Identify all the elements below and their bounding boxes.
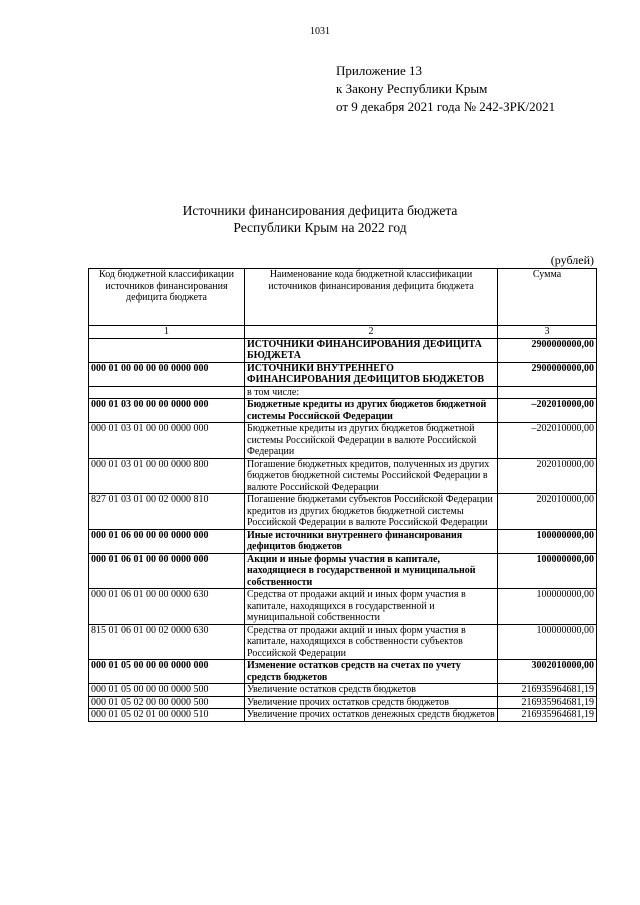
header-sum: Сумма bbox=[498, 269, 597, 326]
code-cell: 815 01 06 01 00 02 0000 630 bbox=[89, 624, 245, 660]
table-row bbox=[89, 423, 597, 459]
sum-cell: 202010000,00 bbox=[498, 494, 597, 530]
table-row bbox=[89, 494, 597, 530]
header-code: Код бюджетной классификации источников финансирования дефицита бюджета bbox=[89, 269, 245, 326]
table-row bbox=[89, 399, 597, 423]
sum-cell: 216935964681,19 bbox=[498, 684, 597, 697]
unit-label: (рублей) bbox=[550, 253, 594, 267]
table-row bbox=[89, 696, 597, 709]
column-number: 3 bbox=[498, 326, 597, 339]
sum-cell: 216935964681,19 bbox=[498, 709, 597, 722]
column-number: 1 bbox=[89, 326, 245, 339]
code-cell: 000 01 06 01 00 00 0000 000 bbox=[89, 553, 245, 589]
name-cell: ИСТОЧНИКИ ФИНАНСИРОВАНИЯ ДЕФИЦИТА БЮДЖЕТА bbox=[245, 338, 498, 362]
code-cell: 000 01 00 00 00 00 0000 000 bbox=[89, 362, 245, 386]
sum-cell: 216935964681,19 bbox=[498, 696, 597, 709]
name-cell: Увеличение остатков средств бюджетов bbox=[245, 684, 498, 697]
name-cell: Иные источники внутреннего финансирования дефицитов бюджетов bbox=[245, 529, 498, 553]
sources-table bbox=[88, 268, 597, 722]
title-line-2: Республики Крым на 2022 год bbox=[233, 220, 407, 235]
code-cell: 000 01 03 01 00 00 0000 800 bbox=[89, 458, 245, 494]
table-row bbox=[89, 660, 597, 684]
name-cell: Средства от продажи акций и иных форм участия в капитале, находящихся в собственности субъектов Российской Федерации bbox=[245, 624, 498, 660]
table-row bbox=[89, 338, 597, 362]
name-cell: Увеличение прочих остатков средств бюджетов bbox=[245, 696, 498, 709]
column-number-row bbox=[89, 326, 597, 339]
name-cell: Бюджетные кредиты из других бюджетов бюджетной системы Российской Федерации bbox=[245, 399, 498, 423]
name-cell: Изменение остатков средств на счетах по учету средств бюджетов bbox=[245, 660, 498, 684]
code-cell: 000 01 05 00 00 00 0000 000 bbox=[89, 660, 245, 684]
name-cell: в том числе: bbox=[245, 386, 498, 399]
header-name: Наименование кода бюджетной классификации источников финансирования дефицита бюджета bbox=[245, 269, 498, 326]
page-number: 1031 bbox=[310, 26, 330, 37]
name-cell: Погашение бюджетных кредитов, полученных из других бюджетов бюджетной системы Российской Федерации в валюте Российской Федерации bbox=[245, 458, 498, 494]
sum-cell: –202010000,00 bbox=[498, 423, 597, 459]
table-row bbox=[89, 624, 597, 660]
table-row bbox=[89, 553, 597, 589]
code-cell bbox=[89, 386, 245, 399]
table-header-row bbox=[89, 269, 597, 326]
table-row bbox=[89, 362, 597, 386]
appendix-line-3: от 9 декабря 2021 года № 242-ЗРК/2021 bbox=[336, 99, 556, 114]
table-row bbox=[89, 458, 597, 494]
sum-cell: 100000000,00 bbox=[498, 624, 597, 660]
name-cell: Увеличение прочих остатков денежных средств бюджетов bbox=[245, 709, 498, 722]
sum-cell: 2900000000,00 bbox=[498, 362, 597, 386]
appendix-line-1: Приложение 13 bbox=[336, 63, 423, 78]
code-cell: 000 01 06 01 00 00 0000 630 bbox=[89, 589, 245, 625]
sum-cell: 100000000,00 bbox=[498, 529, 597, 553]
name-cell: Бюджетные кредиты из других бюджетов бюджетной системы Российской Федерации в валюте Российской Федерации bbox=[245, 423, 498, 459]
code-cell: 000 01 05 02 00 00 0000 500 bbox=[89, 696, 245, 709]
column-number: 2 bbox=[245, 326, 498, 339]
appendix-line-2: к Закону Республики Крым bbox=[336, 81, 488, 96]
name-cell: Погашение бюджетами субъектов Российской Федерации кредитов из других бюджетов бюджетной системы Российской Федерации в валюте Российской Федерации bbox=[245, 494, 498, 530]
sum-cell: 3002010000,00 bbox=[498, 660, 597, 684]
table-row bbox=[89, 529, 597, 553]
sum-cell: 202010000,00 bbox=[498, 458, 597, 494]
code-cell: 000 01 03 01 00 00 0000 000 bbox=[89, 423, 245, 459]
code-cell: 827 01 03 01 00 02 0000 810 bbox=[89, 494, 245, 530]
table-row bbox=[89, 589, 597, 625]
code-cell: 000 01 06 00 00 00 0000 000 bbox=[89, 529, 245, 553]
code-cell: 000 01 05 00 00 00 0000 500 bbox=[89, 684, 245, 697]
table-row bbox=[89, 709, 597, 722]
sum-cell bbox=[498, 386, 597, 399]
table-row bbox=[89, 684, 597, 697]
name-cell: Акции и иные формы участия в капитале, находящиеся в государственной и муниципальной собственности bbox=[245, 553, 498, 589]
code-cell bbox=[89, 338, 245, 362]
sum-cell: 2900000000,00 bbox=[498, 338, 597, 362]
name-cell: Средства от продажи акций и иных форм участия в капитале, находящихся в государственной и муниципальной собственности bbox=[245, 589, 498, 625]
table-row bbox=[89, 386, 597, 399]
document-title bbox=[0, 202, 640, 236]
sum-cell: –202010000,00 bbox=[498, 399, 597, 423]
sum-cell: 100000000,00 bbox=[498, 553, 597, 589]
name-cell: ИСТОЧНИКИ ВНУТРЕННЕГО ФИНАНСИРОВАНИЯ ДЕФИЦИТОВ БЮДЖЕТОВ bbox=[245, 362, 498, 386]
appendix-block bbox=[336, 62, 555, 116]
code-cell: 000 01 05 02 01 00 0000 510 bbox=[89, 709, 245, 722]
sum-cell: 100000000,00 bbox=[498, 589, 597, 625]
code-cell: 000 01 03 00 00 00 0000 000 bbox=[89, 399, 245, 423]
table-body bbox=[89, 338, 597, 721]
title-line-1: Источники финансирования дефицита бюджета bbox=[182, 203, 458, 218]
